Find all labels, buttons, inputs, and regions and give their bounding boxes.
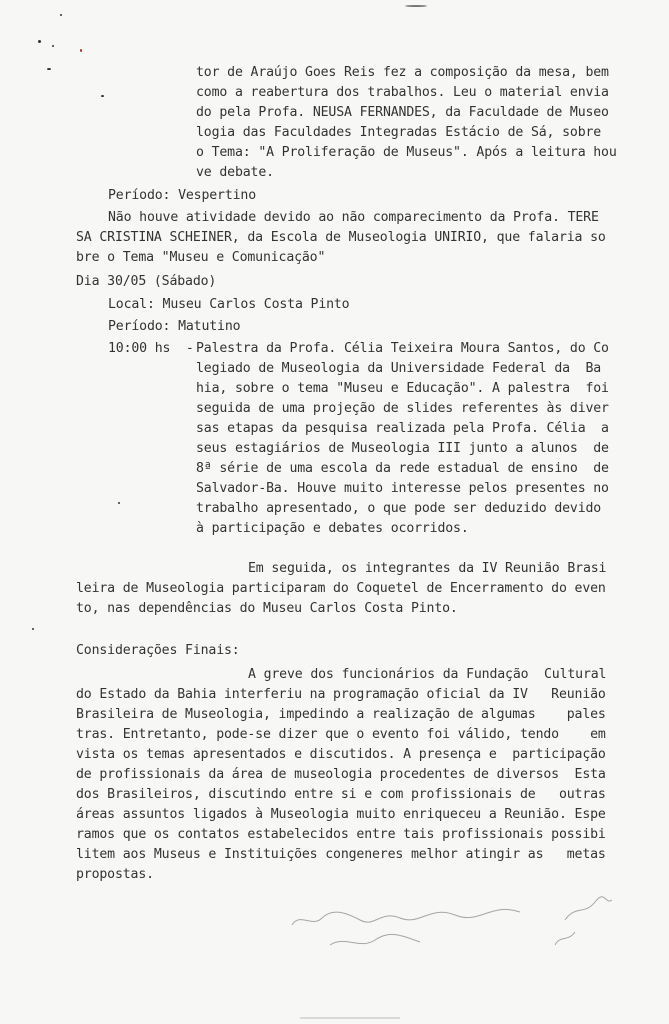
text-line: trabalho apresentado, o que pode ser deduzido devido bbox=[196, 501, 602, 516]
text-line: SA CRISTINA SCHEINER, da Escola de Museologia UNIRIO, que falaria so bbox=[76, 230, 606, 245]
text-line: à participação e debates ocorridos. bbox=[196, 521, 469, 536]
text-line: propostas. bbox=[76, 867, 154, 882]
text-line: A greve dos funcionários da Fundação Cultural bbox=[248, 667, 607, 682]
text-line: tras. Entretanto, pode-se dizer que o evento foi válido, tendo em bbox=[76, 727, 606, 742]
text-line: 8ª série de uma escola da rede estadual de ensino de bbox=[196, 461, 609, 476]
text-line: áreas assuntos ligados à Museologia muito enriqueceu a Reunião. Espe bbox=[76, 807, 606, 822]
text-line: legiado de Museologia da Universidade Federal da Ba bbox=[196, 361, 602, 376]
text-line: hia, sobre o tema "Museu e Educação". A palestra foi bbox=[196, 381, 609, 396]
text-line: tor de Araújo Goes Reis fez a composição da mesa, bem bbox=[196, 65, 609, 80]
scan-speck bbox=[80, 49, 82, 52]
text-line: seus estagiários de Museologia III junto a alunos de bbox=[196, 441, 609, 456]
text-line: leira de Museologia participaram do Coquetel de Encerramento do even bbox=[76, 581, 606, 596]
text-line: seguida de uma projeção de slides referentes às diver bbox=[196, 401, 609, 416]
location-label: Local: Museu Carlos Costa Pinto bbox=[108, 297, 350, 312]
text-line: litem aos Museus e Instituições congeneres melhor atingir as metas bbox=[76, 847, 606, 862]
text-line: bre o Tema "Museu e Comunicação" bbox=[76, 250, 326, 265]
scan-speck bbox=[101, 95, 104, 97]
text-line: Palestra da Profa. Célia Teixeira Moura Santos, do Co bbox=[196, 341, 609, 356]
text-line: do pela Profa. NEUSA FERNANDES, da Faculdade de Museo bbox=[196, 105, 609, 120]
text-line: Salvador-Ba. Houve muito interesse pelos presentes no bbox=[196, 481, 609, 496]
text-line: vista os temas apresentados e discutidos. A presença e participação bbox=[76, 747, 606, 762]
text-line: Brasileira de Museologia, impedindo a realização de algumas pales bbox=[76, 707, 606, 722]
section-label: Período: Vespertino bbox=[108, 188, 257, 203]
day-heading: Dia 30/05 (Sábado) bbox=[76, 274, 217, 289]
section-label: Período: Matutino bbox=[108, 319, 241, 334]
text-line: como a reabertura dos trabalhos. Leu o material envia bbox=[196, 85, 609, 100]
text-line: do Estado da Bahia interferiu na programação oficial da IV Reunião bbox=[76, 687, 606, 702]
text-line: to, nas dependências do Museu Carlos Costa Pinto. bbox=[76, 601, 458, 616]
scan-speck bbox=[60, 14, 62, 16]
text-line: ve debate. bbox=[196, 165, 274, 180]
scan-speck bbox=[118, 502, 120, 504]
text-line: Não houve atividade devido ao não comparecimento da Profa. TERE bbox=[108, 210, 599, 225]
text-line: dos Brasileiros, discutindo entre si e com profissionais de outras bbox=[76, 787, 606, 802]
scan-speck bbox=[38, 40, 41, 43]
section-heading: Considerações Finais: bbox=[76, 643, 240, 658]
text-line: o Tema: "A Proliferação de Museus". Após a leitura hou bbox=[196, 145, 617, 160]
scan-speck bbox=[47, 68, 51, 70]
text-line: logia das Faculdades Integradas Estácio de Sá, sobre bbox=[196, 125, 602, 140]
text-line: de profissionais da área de museologia procedentes de diversos Esta bbox=[76, 767, 606, 782]
text-line: Em seguida, os integrantes da IV Reunião Brasi bbox=[248, 561, 607, 576]
time-label: 10:00 hs - bbox=[108, 341, 194, 356]
scan-speck bbox=[405, 5, 427, 7]
text-line: ramos que os contatos estabelecidos entre tais profissionais possibi bbox=[76, 827, 606, 842]
scan-speck bbox=[32, 628, 34, 630]
scan-speck bbox=[52, 45, 54, 47]
text-line: sas etapas da pesquisa realizada pela Profa. Célia a bbox=[196, 421, 609, 436]
